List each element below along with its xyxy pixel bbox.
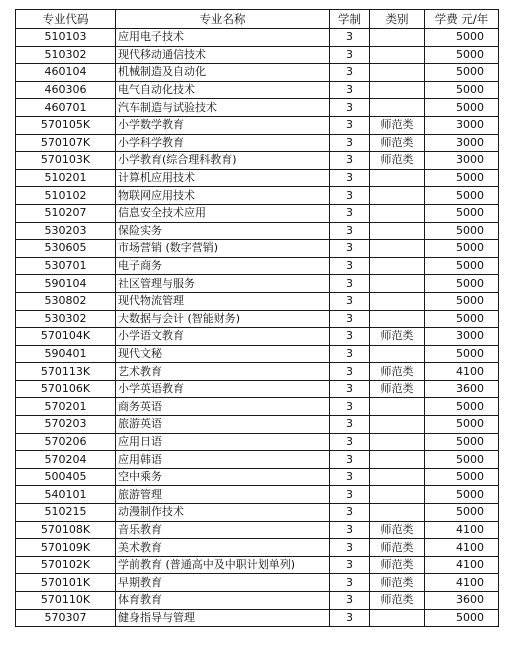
major-code-cell: 570203 bbox=[16, 416, 116, 434]
major-name-cell: 计算机应用技术 bbox=[116, 169, 330, 187]
major-name-cell: 市场营销 (数字营销) bbox=[116, 240, 330, 258]
study-years-cell: 3 bbox=[330, 134, 370, 152]
table-row bbox=[16, 592, 499, 610]
table-row bbox=[16, 64, 499, 82]
study-years-cell: 3 bbox=[330, 257, 370, 275]
study-years-cell: 3 bbox=[330, 204, 370, 222]
table-row bbox=[16, 46, 499, 64]
tuition-fee-cell: 5000 bbox=[425, 292, 499, 310]
tuition-fee-cell: 5000 bbox=[425, 240, 499, 258]
study-years-cell: 3 bbox=[330, 222, 370, 240]
table-row bbox=[16, 116, 499, 134]
table-row bbox=[16, 257, 499, 275]
study-years-cell: 3 bbox=[330, 116, 370, 134]
study-years-cell: 3 bbox=[330, 46, 370, 64]
major-code-cell: 530302 bbox=[16, 310, 116, 328]
study-years-cell: 3 bbox=[330, 64, 370, 82]
major-category-cell bbox=[370, 29, 425, 47]
tuition-fee-cell: 5000 bbox=[425, 187, 499, 205]
major-name-cell: 保险实务 bbox=[116, 222, 330, 240]
major-category-cell bbox=[370, 398, 425, 416]
major-name-cell: 应用电子技术 bbox=[116, 29, 330, 47]
major-name-cell: 大数据与会计 (智能财务) bbox=[116, 310, 330, 328]
major-name-cell: 应用韩语 bbox=[116, 451, 330, 469]
major-category-cell: 师范类 bbox=[370, 134, 425, 152]
tuition-fee-cell: 5000 bbox=[425, 222, 499, 240]
header-code: 专业代码 bbox=[16, 10, 116, 29]
tuition-fee-cell: 4100 bbox=[425, 556, 499, 574]
major-category-cell: 师范类 bbox=[370, 592, 425, 610]
tuition-fee-cell: 5000 bbox=[425, 29, 499, 47]
major-name-cell: 学前教育 (普通高中及中职计划单列) bbox=[116, 556, 330, 574]
major-code-cell: 570107K bbox=[16, 134, 116, 152]
table-row bbox=[16, 169, 499, 187]
major-category-cell: 师范类 bbox=[370, 152, 425, 170]
table-row bbox=[16, 81, 499, 99]
major-category-cell bbox=[370, 416, 425, 434]
table-row bbox=[16, 486, 499, 504]
table-row bbox=[16, 29, 499, 47]
tuition-fee-cell: 5000 bbox=[425, 416, 499, 434]
major-name-cell: 电子商务 bbox=[116, 257, 330, 275]
header-category: 类别 bbox=[370, 10, 425, 29]
major-code-cell: 460104 bbox=[16, 64, 116, 82]
major-code-cell: 570105K bbox=[16, 116, 116, 134]
major-code-cell: 570113K bbox=[16, 363, 116, 381]
table-row bbox=[16, 363, 499, 381]
study-years-cell: 3 bbox=[330, 328, 370, 346]
study-years-cell: 3 bbox=[330, 416, 370, 434]
study-years-cell: 3 bbox=[330, 574, 370, 592]
major-code-cell: 460306 bbox=[16, 81, 116, 99]
major-name-cell: 现代物流管理 bbox=[116, 292, 330, 310]
major-category-cell: 师范类 bbox=[370, 116, 425, 134]
tuition-fee-cell: 4100 bbox=[425, 521, 499, 539]
major-code-cell: 460701 bbox=[16, 99, 116, 117]
major-code-cell: 570102K bbox=[16, 556, 116, 574]
table-row bbox=[16, 539, 499, 557]
table-row bbox=[16, 574, 499, 592]
major-category-cell bbox=[370, 204, 425, 222]
tuition-fee-cell: 3600 bbox=[425, 592, 499, 610]
tuition-fee-cell: 5000 bbox=[425, 46, 499, 64]
major-code-cell: 500405 bbox=[16, 468, 116, 486]
study-years-cell: 3 bbox=[330, 152, 370, 170]
major-name-cell: 艺术教育 bbox=[116, 363, 330, 381]
table-body bbox=[16, 29, 499, 627]
tuition-fee-cell: 3000 bbox=[425, 134, 499, 152]
table-row bbox=[16, 275, 499, 293]
major-category-cell: 师范类 bbox=[370, 539, 425, 557]
major-category-cell bbox=[370, 187, 425, 205]
tuition-fee-cell: 5000 bbox=[425, 204, 499, 222]
major-code-cell: 570206 bbox=[16, 433, 116, 451]
study-years-cell: 3 bbox=[330, 592, 370, 610]
major-category-cell bbox=[370, 46, 425, 64]
major-name-cell: 音乐教育 bbox=[116, 521, 330, 539]
tuition-fee-cell: 5000 bbox=[425, 275, 499, 293]
table-row bbox=[16, 521, 499, 539]
major-name-cell: 应用日语 bbox=[116, 433, 330, 451]
major-code-cell: 530203 bbox=[16, 222, 116, 240]
major-category-cell bbox=[370, 468, 425, 486]
header-row bbox=[16, 10, 499, 29]
tuition-fee-cell: 5000 bbox=[425, 433, 499, 451]
major-code-cell: 570201 bbox=[16, 398, 116, 416]
major-category-cell: 师范类 bbox=[370, 328, 425, 346]
table-row bbox=[16, 187, 499, 205]
major-code-cell: 510102 bbox=[16, 187, 116, 205]
major-name-cell: 空中乘务 bbox=[116, 468, 330, 486]
table-row bbox=[16, 292, 499, 310]
table-row bbox=[16, 328, 499, 346]
tuition-fee-cell: 5000 bbox=[425, 486, 499, 504]
major-name-cell: 早期教育 bbox=[116, 574, 330, 592]
tuition-fee-cell: 3000 bbox=[425, 116, 499, 134]
tuition-fee-cell: 5000 bbox=[425, 64, 499, 82]
study-years-cell: 3 bbox=[330, 380, 370, 398]
table-row bbox=[16, 416, 499, 434]
tuition-fee-cell: 5000 bbox=[425, 257, 499, 275]
major-category-cell bbox=[370, 486, 425, 504]
table-row bbox=[16, 468, 499, 486]
major-code-cell: 570106K bbox=[16, 380, 116, 398]
major-name-cell: 现代移动通信技术 bbox=[116, 46, 330, 64]
major-code-cell: 570307 bbox=[16, 609, 116, 627]
table-row bbox=[16, 380, 499, 398]
major-name-cell: 健身指导与管理 bbox=[116, 609, 330, 627]
study-years-cell: 3 bbox=[330, 240, 370, 258]
major-fee-table bbox=[15, 9, 499, 627]
major-category-cell: 师范类 bbox=[370, 363, 425, 381]
tuition-fee-cell: 5000 bbox=[425, 345, 499, 363]
major-category-cell bbox=[370, 609, 425, 627]
major-category-cell bbox=[370, 275, 425, 293]
study-years-cell: 3 bbox=[330, 345, 370, 363]
table-row bbox=[16, 204, 499, 222]
major-category-cell bbox=[370, 345, 425, 363]
major-code-cell: 530605 bbox=[16, 240, 116, 258]
major-category-cell bbox=[370, 504, 425, 522]
major-name-cell: 社区管理与服务 bbox=[116, 275, 330, 293]
major-fee-table-sheet bbox=[15, 9, 499, 627]
table-row bbox=[16, 609, 499, 627]
tuition-fee-cell: 3600 bbox=[425, 380, 499, 398]
major-category-cell bbox=[370, 451, 425, 469]
major-category-cell: 师范类 bbox=[370, 521, 425, 539]
study-years-cell: 3 bbox=[330, 609, 370, 627]
major-name-cell: 动漫制作技术 bbox=[116, 504, 330, 522]
major-category-cell bbox=[370, 64, 425, 82]
major-code-cell: 590104 bbox=[16, 275, 116, 293]
major-name-cell: 小学语文教育 bbox=[116, 328, 330, 346]
major-category-cell bbox=[370, 169, 425, 187]
major-code-cell: 530701 bbox=[16, 257, 116, 275]
major-code-cell: 570103K bbox=[16, 152, 116, 170]
study-years-cell: 3 bbox=[330, 29, 370, 47]
major-name-cell: 汽车制造与试验技术 bbox=[116, 99, 330, 117]
major-code-cell: 570104K bbox=[16, 328, 116, 346]
table-row bbox=[16, 310, 499, 328]
tuition-fee-cell: 3000 bbox=[425, 152, 499, 170]
tuition-fee-cell: 5000 bbox=[425, 310, 499, 328]
major-category-cell: 师范类 bbox=[370, 380, 425, 398]
major-name-cell: 物联网应用技术 bbox=[116, 187, 330, 205]
major-code-cell: 590401 bbox=[16, 345, 116, 363]
major-category-cell bbox=[370, 99, 425, 117]
tuition-fee-cell: 5000 bbox=[425, 468, 499, 486]
table-row bbox=[16, 240, 499, 258]
major-code-cell: 540101 bbox=[16, 486, 116, 504]
header-years: 学制 bbox=[330, 10, 370, 29]
table-row bbox=[16, 556, 499, 574]
major-name-cell: 体育教育 bbox=[116, 592, 330, 610]
header-name: 专业名称 bbox=[116, 10, 330, 29]
study-years-cell: 3 bbox=[330, 556, 370, 574]
major-code-cell: 570101K bbox=[16, 574, 116, 592]
study-years-cell: 3 bbox=[330, 310, 370, 328]
table-row bbox=[16, 134, 499, 152]
major-category-cell bbox=[370, 240, 425, 258]
major-name-cell: 小学教育(综合理科教育) bbox=[116, 152, 330, 170]
major-category-cell: 师范类 bbox=[370, 556, 425, 574]
major-code-cell: 570204 bbox=[16, 451, 116, 469]
table-row bbox=[16, 398, 499, 416]
tuition-fee-cell: 4100 bbox=[425, 363, 499, 381]
table-row bbox=[16, 451, 499, 469]
major-name-cell: 小学科学教育 bbox=[116, 134, 330, 152]
header-fee: 学费 元/年 bbox=[425, 10, 499, 29]
tuition-fee-cell: 4100 bbox=[425, 574, 499, 592]
major-code-cell: 510215 bbox=[16, 504, 116, 522]
study-years-cell: 3 bbox=[330, 169, 370, 187]
table-row bbox=[16, 152, 499, 170]
study-years-cell: 3 bbox=[330, 504, 370, 522]
tuition-fee-cell: 4100 bbox=[425, 539, 499, 557]
tuition-fee-cell: 3000 bbox=[425, 328, 499, 346]
major-code-cell: 570108K bbox=[16, 521, 116, 539]
table-row bbox=[16, 504, 499, 522]
study-years-cell: 3 bbox=[330, 486, 370, 504]
study-years-cell: 3 bbox=[330, 398, 370, 416]
table-row bbox=[16, 222, 499, 240]
study-years-cell: 3 bbox=[330, 468, 370, 486]
major-category-cell: 师范类 bbox=[370, 574, 425, 592]
study-years-cell: 3 bbox=[330, 539, 370, 557]
major-name-cell: 旅游管理 bbox=[116, 486, 330, 504]
major-name-cell: 旅游英语 bbox=[116, 416, 330, 434]
tuition-fee-cell: 5000 bbox=[425, 99, 499, 117]
study-years-cell: 3 bbox=[330, 521, 370, 539]
study-years-cell: 3 bbox=[330, 187, 370, 205]
study-years-cell: 3 bbox=[330, 363, 370, 381]
tuition-fee-cell: 5000 bbox=[425, 504, 499, 522]
major-code-cell: 510207 bbox=[16, 204, 116, 222]
study-years-cell: 3 bbox=[330, 292, 370, 310]
study-years-cell: 3 bbox=[330, 451, 370, 469]
major-code-cell: 510302 bbox=[16, 46, 116, 64]
tuition-fee-cell: 5000 bbox=[425, 609, 499, 627]
major-code-cell: 570110K bbox=[16, 592, 116, 610]
major-name-cell: 机械制造及自动化 bbox=[116, 64, 330, 82]
table-row bbox=[16, 99, 499, 117]
major-category-cell bbox=[370, 257, 425, 275]
major-code-cell: 510103 bbox=[16, 29, 116, 47]
major-name-cell: 美术教育 bbox=[116, 539, 330, 557]
tuition-fee-cell: 5000 bbox=[425, 81, 499, 99]
study-years-cell: 3 bbox=[330, 433, 370, 451]
tuition-fee-cell: 5000 bbox=[425, 169, 499, 187]
major-name-cell: 小学数学教育 bbox=[116, 116, 330, 134]
major-code-cell: 530802 bbox=[16, 292, 116, 310]
major-category-cell bbox=[370, 81, 425, 99]
major-name-cell: 商务英语 bbox=[116, 398, 330, 416]
tuition-fee-cell: 5000 bbox=[425, 451, 499, 469]
major-category-cell bbox=[370, 310, 425, 328]
major-category-cell bbox=[370, 433, 425, 451]
study-years-cell: 3 bbox=[330, 275, 370, 293]
table-row bbox=[16, 433, 499, 451]
major-name-cell: 小学英语教育 bbox=[116, 380, 330, 398]
major-code-cell: 510201 bbox=[16, 169, 116, 187]
major-category-cell bbox=[370, 222, 425, 240]
study-years-cell: 3 bbox=[330, 81, 370, 99]
major-code-cell: 570109K bbox=[16, 539, 116, 557]
major-name-cell: 信息安全技术应用 bbox=[116, 204, 330, 222]
tuition-fee-cell: 5000 bbox=[425, 398, 499, 416]
major-name-cell: 现代文秘 bbox=[116, 345, 330, 363]
table-row bbox=[16, 345, 499, 363]
major-name-cell: 电气自动化技术 bbox=[116, 81, 330, 99]
major-category-cell bbox=[370, 292, 425, 310]
study-years-cell: 3 bbox=[330, 99, 370, 117]
